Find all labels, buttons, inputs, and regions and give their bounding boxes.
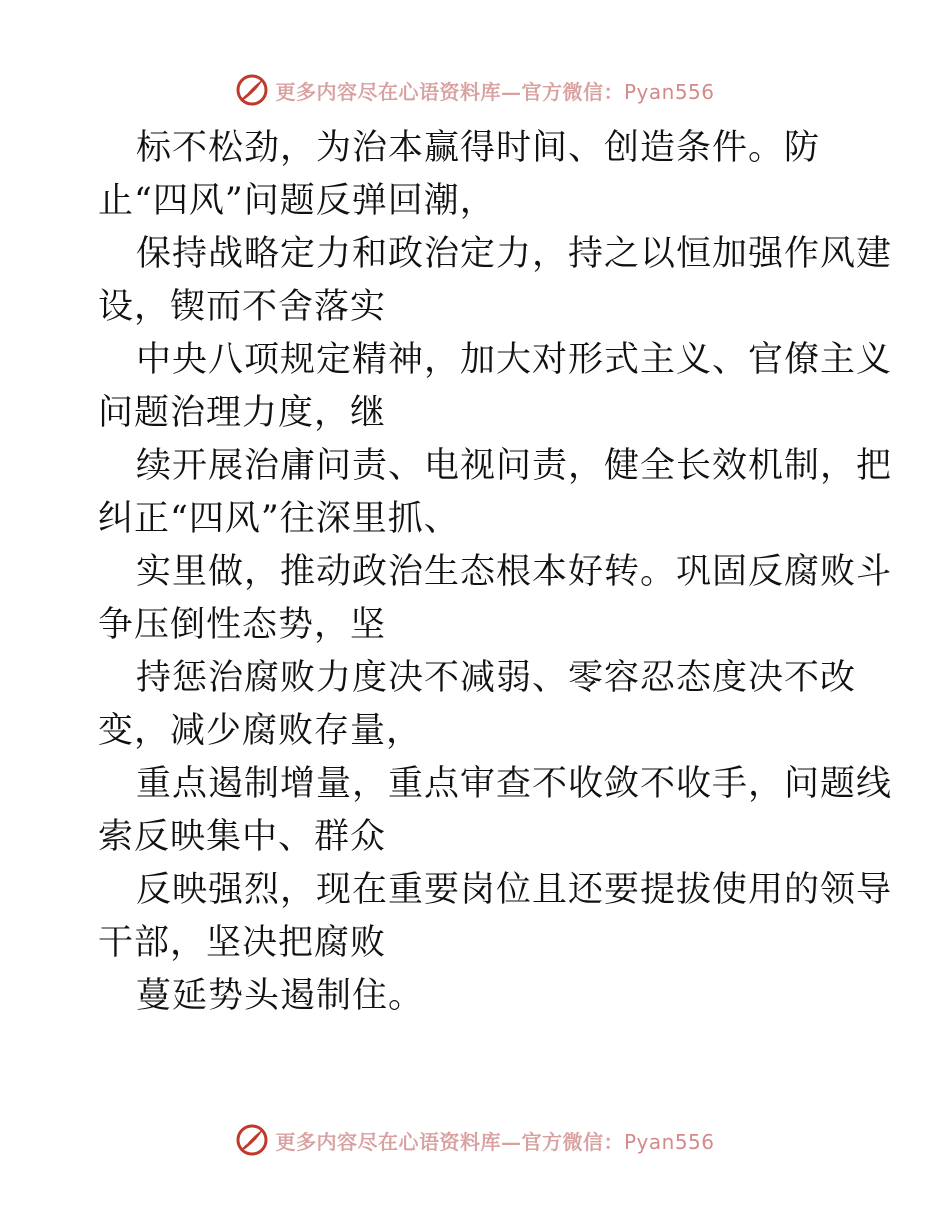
footer-banner-id: Pyan556 [623,1129,715,1154]
paragraph-line: 索反映集中、群众 [98,817,387,857]
paragraph-line: 续开展治庸问责、电视问责，健全长效机制，把 [136,446,893,486]
header-banner [0,70,950,110]
paragraph-line: 设，锲而不舍落实 [98,287,387,327]
paragraph-line: 止“四风”问题反弹回潮， [98,181,496,221]
paragraph-line: 实里做，推动政治生态根本好转。巩固反腐败斗 [136,552,893,592]
header-banner-text: 更多内容尽在心语资料库—官方微信：Pyan556 [275,79,715,104]
paragraph-line: 变，减少腐败存量， [98,711,423,751]
feather-pen-logo-icon [235,73,269,107]
paragraph-line: 重点遏制增量，重点审查不收敛不收手，问题线 [136,764,893,804]
paragraph-line: 标不松劲，为治本赢得时间、创造条件。防 [136,128,821,168]
paragraph-line: 争压倒性态势，坚 [98,605,387,645]
paragraph-line: 问题治理力度，继 [98,393,387,433]
paragraph-line: 反映强烈，现在重要岗位且还要提拔使用的领导 [136,870,893,910]
paragraph-line: 蔓延势头遏制住。 [136,976,425,1016]
footer-banner-text: 更多内容尽在心语资料库—官方微信：Pyan556 [275,1129,715,1154]
footer-banner [0,1120,950,1160]
feather-pen-logo-icon [235,1123,269,1157]
paragraph-line: 保持战略定力和政治定力，持之以恒加强作风建 [136,234,893,274]
paragraph-line: 纠正“四风”往深里抓、 [98,499,460,539]
paragraph-line: 中央八项规定精神，加大对形式主义、官僚主义 [136,340,893,380]
document-body [98,122,893,1023]
header-banner-id: Pyan556 [623,79,715,104]
paragraph-line: 干部，坚决把腐败 [98,923,387,963]
paragraph-line: 持惩治腐败力度决不减弱、零容忍态度决不改 [136,658,857,698]
